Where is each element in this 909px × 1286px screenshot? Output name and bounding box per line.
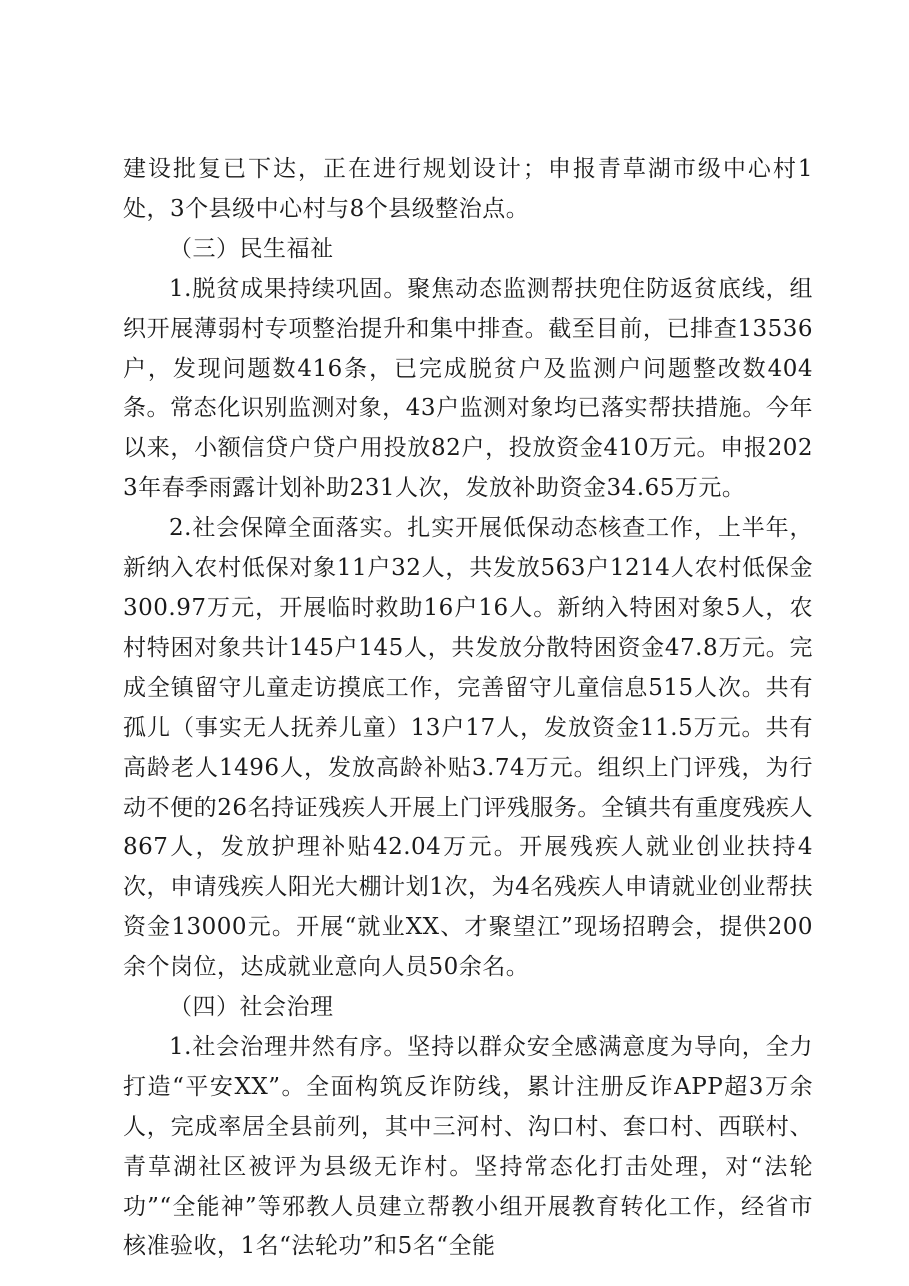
continuation-paragraph: 建设批复已下达，正在进行规划设计；申报青草湖市级中心村1处，3个县级中心村与8个县级整治点。 xyxy=(123,156,813,222)
paragraph-social-security: 2.社会保障全面落实。扎实开展低保动态核查工作，上半年，新纳入农村低保对象11户32人，共发放563户1214人农村低保金300.97万元，开展临时救助16户16人。新纳入特困对象5人，农村特困对象共计145户145人，共发放分散特困资金47.8万元。完成全镇留守儿童走访摸底工作，完善留守儿童信息515人次。共有孤儿（事实无人抚养儿童）13户17人，发放资金11.5万元。共有高龄老人1496人，发放高龄补贴3.74万元。组织上门评残，为行动不便的26名持证残疾人开展上门评残服务。全镇共有重度残疾人867人，发放护理补贴42.04万元。开展残疾人就业创业扶持4次，申请残疾人阳光大棚计划1次，为4名残疾人申请就业创业帮扶资金13000元。开展“就业XX、才聚望江”现场招聘会，提供200余个岗位，达成就业意向人员50余名。 xyxy=(123,515,813,981)
paragraph-poverty-alleviation: 1.脱贫成果持续巩固。聚焦动态监测帮扶兜住防返贫底线，组织开展薄弱村专项整治提升和集中排查。截至目前，已排查13536户，发现问题数416条，已完成脱贫户及监测户问题整改数404条。常态化识别监测对象，43户监测对象均已落实帮扶措施。今年以来，小额信贷户贷户用投放82户，投放资金410万元。申报2023年春季雨露计划补助231人次，发放补助资金34.65万元。 xyxy=(123,275,813,502)
paragraph-social-governance: 1.社会治理井然有序。坚持以群众安全感满意度为导向，全力打造“平安XX”。全面构筑反诈防线，累计注册反诈APP超3万余人，完成率居全县前列，其中三河村、沟口村、套口村、西联村、青草湖社区被评为县级无诈村。坚持常态化打击处理，对“法轮功”“全能神”等邪教人员建立帮教小组开展教育转化工作，经省市核准验收，1名“法轮功”和5名“全能 xyxy=(123,1033,813,1260)
section-heading-governance: （四）社会治理 xyxy=(169,994,334,1021)
document-body xyxy=(123,150,813,1267)
section-heading-livelihood: （三）民生福祉 xyxy=(169,235,334,262)
